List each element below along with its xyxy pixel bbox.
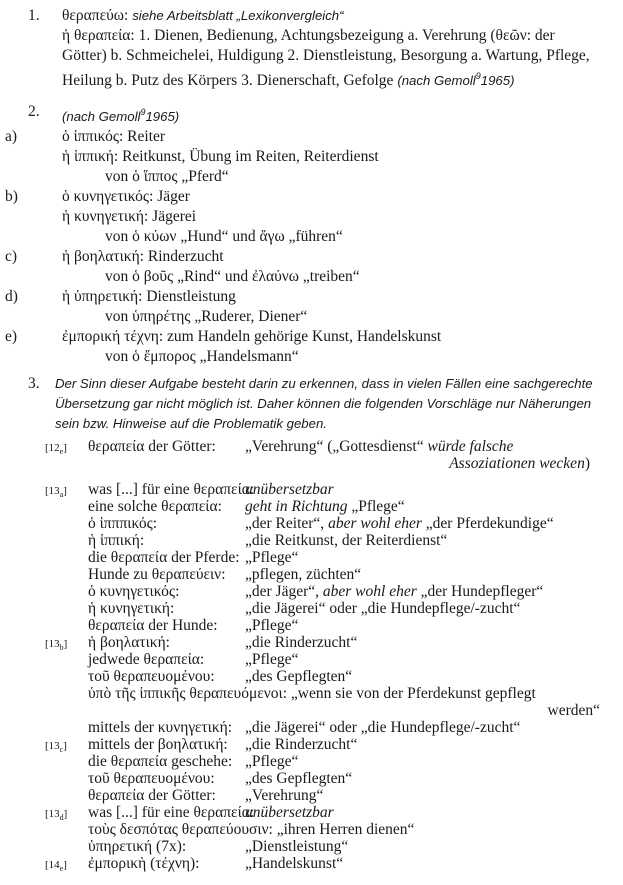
- text-segment: Der Sinn dieser Aufgabe besteht darin zu erkennen, dass in vielen Fällen eine sachgerechte: [55, 376, 593, 391]
- text-segment: „die Reitkunst, der Reiterdienst“: [245, 532, 448, 549]
- table-row: [0, 583, 623, 600]
- text-segment: ἡ θεραπεία: 1. Dienen, Bedienung, Achtungsbezeigung a. Verehrung (θεῶν: der: [62, 27, 555, 44]
- list-item-line: [0, 307, 623, 327]
- translation: [245, 787, 590, 804]
- table-row: [0, 821, 623, 838]
- translation-line: [245, 481, 590, 498]
- translation-line: [245, 719, 590, 736]
- text-line: [0, 46, 623, 66]
- text-segment: (nach Gemoll: [62, 109, 141, 125]
- translation-line: [245, 600, 590, 617]
- text-segment: mittels der κυνηγετική:: [88, 719, 233, 736]
- text-segment: geht in Richtung: [245, 498, 352, 515]
- text-segment: „die Jägerei“ oder „die Hundepflege/-zucht“: [245, 719, 521, 736]
- text-line-content: [62, 66, 623, 91]
- intro-line: [55, 374, 623, 394]
- text-segment: würde falsche: [427, 438, 514, 455]
- text-segment: „Pflege“: [245, 753, 299, 770]
- translation: [245, 515, 590, 532]
- greek-phrase: [88, 736, 228, 753]
- text-segment: ἡ ἱππική: Reitkunst, Übung im Reiten, Reiterdienst: [62, 148, 379, 166]
- text-segment: „pflegen, züchten“: [245, 566, 362, 583]
- text-segment: ἡ ἱππική:: [88, 532, 145, 549]
- text-segment: was [...] für eine θεραπεία:: [88, 804, 255, 821]
- table-row: [0, 719, 623, 736]
- text-segment: „die Jägerei“ oder „die Hundepflege/-zucht“: [245, 600, 521, 617]
- table-row: [0, 770, 623, 787]
- text-segment: „Pflege“: [245, 651, 299, 668]
- text-segment: ὁ κυνηγετικός: Jäger: [62, 188, 190, 206]
- greek-phrase: [88, 566, 226, 583]
- translation-line: [245, 668, 590, 685]
- text-line-content: [62, 207, 623, 227]
- translation-table: [0, 438, 623, 872]
- translation-line: [245, 651, 590, 668]
- text-segment: θεραπεία der Götter:: [88, 438, 216, 455]
- greek-phrase: [88, 532, 144, 549]
- text-segment: sein bzw. Hinweise auf die Problematik geben.: [55, 416, 327, 431]
- text-segment: ἡ κυνηγετική:: [88, 600, 175, 617]
- text-segment: θεραπεία der Hunde:: [88, 617, 218, 634]
- intro-line: [55, 394, 623, 414]
- translation-line: [245, 770, 590, 787]
- translation-line: [245, 532, 590, 549]
- row-reference-label: $[13_a]$: [45, 485, 67, 500]
- translation: [245, 617, 590, 634]
- text-segment: ἐμπορικὴ (τέχνη):: [88, 855, 200, 872]
- text-line-content: [62, 102, 623, 127]
- table-row: [0, 753, 623, 770]
- greek-phrase: [88, 855, 199, 872]
- section-3-intro: [0, 374, 623, 434]
- greek-phrase: [88, 600, 174, 617]
- text-segment: 9: [140, 107, 146, 117]
- text-segment: „Dienstleistung“: [245, 838, 349, 855]
- row-reference-sub: c: [59, 745, 64, 755]
- translation: [245, 651, 590, 668]
- entry-line: [88, 685, 600, 702]
- translation: [245, 532, 590, 549]
- row-reference-sub: e: [59, 864, 64, 874]
- text-segment: „Verehrung“: [245, 787, 324, 804]
- text-segment: ἡ βοηλατική:: [88, 634, 170, 651]
- text-segment: τοὺς δεσπότας θεραπεύουσιν: „ihren Herren dienen“: [88, 821, 415, 838]
- section-3-translation-notes: [0, 374, 623, 872]
- full-width-entry: [88, 685, 600, 719]
- text-segment: mittels der βοηλατική:: [88, 736, 228, 753]
- greek-phrase: [88, 838, 186, 855]
- translation: [245, 438, 590, 472]
- text-line-content: [62, 6, 623, 26]
- text-segment: θεραπεία der Götter:: [88, 787, 216, 804]
- text-segment: „die Rinderzucht“: [245, 634, 358, 651]
- text-segment: ἡ ὑπηρετική: Dienstleistung: [62, 288, 236, 306]
- list-item-line: [0, 287, 623, 307]
- text-segment: die θεραπεία der Pferde:: [88, 549, 240, 566]
- section-1-body: [0, 6, 623, 91]
- item-letter-label: d): [5, 288, 18, 306]
- greek-phrase: [88, 804, 254, 821]
- text-segment: Assoziationen wecken: [449, 455, 585, 472]
- text-segment: aber wohl eher: [328, 515, 426, 532]
- list-item-line: [0, 187, 623, 207]
- text-segment: 1965): [145, 109, 180, 125]
- greek-phrase: [88, 481, 254, 498]
- list-item-line: [0, 267, 623, 287]
- text-segment: unübersetzbar: [245, 481, 334, 498]
- table-row: [0, 617, 623, 634]
- text-segment: „der Reiter“,: [245, 515, 329, 532]
- row-reference-label: $[13_c]$: [45, 740, 67, 755]
- text-line: [0, 6, 623, 26]
- translation-line: [245, 515, 590, 532]
- text-line-content: [105, 307, 623, 327]
- greek-phrase: [88, 515, 157, 532]
- text-segment: eine solche θεραπεία:: [88, 498, 222, 515]
- translation: [245, 566, 590, 583]
- row-reference-label: $[12_e]$: [45, 442, 67, 457]
- text-segment: werden“: [547, 702, 600, 719]
- table-row: [0, 668, 623, 685]
- text-segment: „Pflege“: [351, 498, 405, 515]
- text-line-content: [62, 247, 623, 267]
- greek-phrase: [88, 770, 215, 787]
- text-line-content: [62, 287, 623, 307]
- translation-line: [245, 438, 590, 455]
- text-line-content: [105, 167, 623, 187]
- table-row: [0, 532, 623, 549]
- text-segment: die θεραπεία geschehe:: [88, 753, 233, 770]
- table-row: [0, 566, 623, 583]
- intro-line: [55, 414, 623, 434]
- text-segment: ὁ ἱππικός: Reiter: [62, 128, 166, 146]
- translation-line: [245, 855, 590, 872]
- text-segment: von ὁ ἵππος „Pferd“: [105, 168, 229, 186]
- text-segment: Heilung b. Putz des Körpers 3. Dienerschaft, Gefolge: [62, 72, 398, 90]
- row-reference-sub: d: [59, 813, 64, 823]
- text-line-content: [105, 267, 623, 287]
- text-segment: ἡ κυνηγετική: Jägerei: [62, 208, 197, 226]
- table-row: [0, 787, 623, 804]
- text-segment: aber wohl eher: [322, 583, 421, 600]
- translation-line: [245, 634, 590, 651]
- table-row: [0, 685, 623, 719]
- text-segment: was [...] für eine θεραπεία:: [88, 481, 255, 498]
- text-segment: von ὑπηρέτης „Ruderer, Diener“: [105, 308, 308, 326]
- text-line-content: [105, 347, 623, 367]
- row-reference-sub: b: [59, 643, 64, 653]
- section-2-number: 2.: [28, 103, 40, 120]
- greek-phrase: [88, 634, 170, 651]
- text-line-content: [62, 26, 623, 46]
- row-reference-label: $[13_d]$: [45, 808, 68, 823]
- list-item-line: [0, 167, 623, 187]
- text-segment: „Pflege“: [245, 617, 299, 634]
- text-segment: ): [584, 455, 590, 472]
- text-segment: jedwede θεραπεία:: [88, 651, 205, 668]
- row-reference-sub: a: [59, 490, 64, 500]
- text-segment: von ὁ βοῦς „Rind“ und ἐλαύνω „treiben“: [105, 268, 360, 286]
- greek-phrase: [88, 787, 216, 804]
- table-row: [0, 481, 623, 498]
- row-reference-label: $[13_b]$: [45, 638, 68, 653]
- text-line-content: [105, 227, 623, 247]
- list-item-line: [0, 347, 623, 367]
- row-reference-label: $[14_e]$: [45, 859, 67, 874]
- row-reference-sub: e: [59, 447, 64, 457]
- table-row: [0, 600, 623, 617]
- full-width-entry: [88, 821, 600, 838]
- list-item-line: [0, 227, 623, 247]
- translation: [245, 770, 590, 787]
- text-segment: unübersetzbar: [245, 804, 334, 821]
- list-item-line: [0, 147, 623, 167]
- greek-phrase: [88, 549, 240, 566]
- text-segment: Götter) b. Schmeichelei, Huldigung 2. Dienstleistung, Besorgung a. Wartung, Pflege,: [62, 47, 590, 64]
- translation: [245, 838, 590, 855]
- list-item-line: [0, 127, 623, 147]
- translation: [245, 736, 590, 753]
- entry-line: [88, 821, 600, 838]
- translation-line: [245, 498, 590, 515]
- list-item-line: [0, 327, 623, 347]
- entry-line: [88, 702, 600, 719]
- text-line-content: [62, 127, 623, 147]
- section-2-body: [0, 102, 623, 367]
- table-row: [0, 855, 623, 872]
- text-segment: siehe Arbeitsblatt „Lexikonvergleich“: [132, 8, 344, 23]
- text-segment: „der Pferdekundige“: [425, 515, 554, 532]
- text-segment: 1965): [480, 73, 515, 89]
- translation-line: [245, 549, 590, 566]
- section-3-number: 3.: [28, 375, 40, 392]
- text-segment: „des Gepflegten“: [245, 668, 353, 685]
- text-line: [0, 26, 623, 46]
- text-segment: „Handelskunst“: [245, 855, 344, 872]
- section-2-header: [0, 102, 623, 127]
- item-letter-label: b): [5, 188, 18, 206]
- greek-phrase: [88, 583, 179, 600]
- translation: [245, 583, 590, 600]
- item-letter-label: a): [5, 128, 18, 146]
- list-item-line: [0, 207, 623, 227]
- greek-phrase: [88, 617, 218, 634]
- text-segment: von ὁ κύων „Hund“ und ἄγω „führen“: [105, 228, 343, 246]
- section-1-lexicon-entry: [0, 6, 623, 91]
- item-letter-label: e): [5, 328, 18, 346]
- text-segment: ὑπηρετική (7x):: [88, 838, 187, 855]
- text-segment: „des Gepflegten“: [245, 770, 353, 787]
- translation-line: [245, 787, 590, 804]
- translation: [245, 634, 590, 651]
- text-segment: ὑπὸ τῆς ἱππικῆς θεραπευόμενοι: „wenn sie von der Pferdekunst gepflegt: [88, 685, 536, 702]
- text-segment: „die Rinderzucht“: [245, 736, 358, 753]
- text-segment: „Verehrung“ („Gottesdienst“: [245, 438, 428, 455]
- text-segment: „Pflege“: [245, 549, 299, 566]
- text-segment: ὁ κυνηγετικός:: [88, 583, 180, 600]
- translation-line: [245, 838, 590, 855]
- translation: [245, 481, 590, 498]
- translation-line: [245, 583, 590, 600]
- greek-phrase: [88, 498, 222, 515]
- translation-line: [245, 736, 590, 753]
- section-2-word-list: [0, 102, 623, 367]
- text-segment: ὁ ἱπππικός:: [88, 515, 158, 532]
- text-segment: „der Jäger“,: [245, 583, 323, 600]
- translation-line: [245, 455, 590, 472]
- translation-line: [245, 804, 590, 821]
- item-letter-label: c): [5, 248, 18, 266]
- greek-phrase: [88, 651, 204, 668]
- table-row: [0, 515, 623, 532]
- table-row: [0, 498, 623, 515]
- text-segment: 9: [475, 71, 481, 81]
- text-segment: ἡ βοηλατική: Rinderzucht: [62, 248, 224, 266]
- greek-phrase: [88, 753, 232, 770]
- translation-line: [245, 566, 590, 583]
- translation: [245, 600, 590, 617]
- text-segment: θεραπεύω:: [62, 7, 133, 24]
- text-segment: ἐμπορική τέχνη: zum Handeln gehörige Kunst, Handelskunst: [62, 328, 442, 346]
- text-line-content: [62, 46, 623, 66]
- text-line-content: [62, 147, 623, 167]
- text-segment: τοῦ θεραπευομένου:: [88, 770, 215, 787]
- table-row: [0, 736, 623, 753]
- translation-line: [245, 617, 590, 634]
- table-row: [0, 549, 623, 566]
- text-line-content: [62, 327, 623, 347]
- translation: [245, 498, 590, 515]
- translation: [245, 719, 590, 736]
- greek-phrase: [88, 438, 216, 455]
- section-1-number: 1.: [28, 7, 40, 24]
- translation: [245, 668, 590, 685]
- text-line: [0, 66, 623, 91]
- greek-phrase: [88, 719, 232, 736]
- list-item-line: [0, 247, 623, 267]
- table-row: [0, 651, 623, 668]
- translation-line: [245, 753, 590, 770]
- translation: [245, 549, 590, 566]
- text-segment: von ὁ ἔμπορος „Handelsmann“: [105, 348, 299, 366]
- text-segment: Hunde zu θεραπεύειν:: [88, 566, 226, 583]
- text-segment: Übersetzung gar nicht möglich ist. Daher können die folgenden Vorschläge nur Näherungen: [55, 396, 592, 411]
- text-line-content: [62, 187, 623, 207]
- translation: [245, 855, 590, 872]
- greek-phrase: [88, 668, 215, 685]
- text-segment: (nach Gemoll: [397, 73, 476, 89]
- text-segment: „der Hundepfleger“: [420, 583, 544, 600]
- table-row: [0, 804, 623, 821]
- translation: [245, 753, 590, 770]
- table-row: [0, 438, 623, 472]
- translation: [245, 804, 590, 821]
- table-row: [0, 838, 623, 855]
- table-row: [0, 634, 623, 651]
- text-segment: τοῦ θεραπευομένου:: [88, 668, 215, 685]
